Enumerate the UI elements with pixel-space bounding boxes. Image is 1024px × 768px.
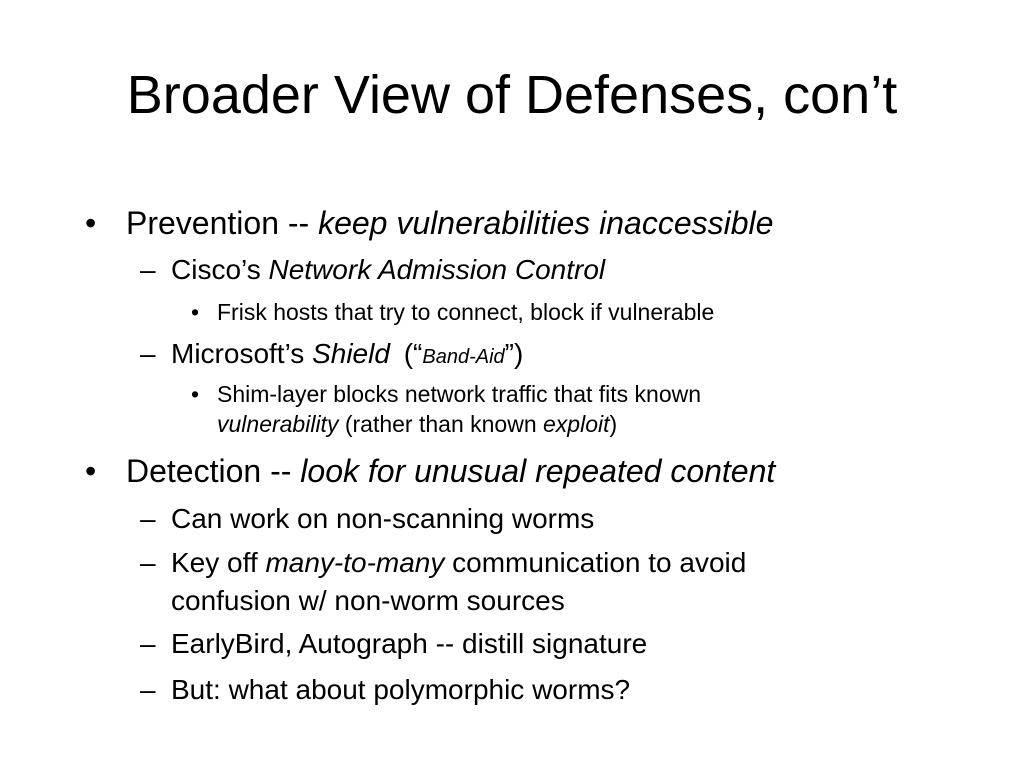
key-off-emphasis: many-to-many [265, 547, 445, 578]
detail-vulnerability: vulnerability [217, 411, 339, 437]
bullet-detection [126, 453, 775, 490]
microsoft-emphasis: Shield [312, 338, 390, 369]
detection-emphasis: look for unusual repeated content [300, 453, 776, 489]
band-aid-open: (“ [403, 338, 423, 369]
dash-marker: – [140, 338, 156, 369]
bullet-marker: • [191, 381, 200, 407]
subitem-key-off [171, 547, 746, 579]
subitem-key-off-line2: confusion w/ non-worm sources [171, 585, 565, 616]
detail-middle: (rather than known [344, 411, 537, 437]
subitem-non-scanning: Can work on non-scanning worms [171, 503, 595, 534]
microsoft-prefix: Microsoft’s [171, 338, 305, 369]
cisco-prefix: Cisco’s [171, 254, 261, 285]
detail-close: ) [609, 411, 618, 437]
detail-microsoft-line2 [217, 411, 617, 438]
cisco-emphasis: Network Admission Control [268, 254, 606, 285]
bullet-marker: • [191, 299, 200, 325]
dash-marker: – [140, 628, 156, 659]
key-off-prefix: Key off [171, 547, 258, 578]
detail-exploit: exploit [543, 411, 610, 437]
band-aid-text: Band-Aid [422, 346, 505, 368]
subitem-cisco [171, 254, 605, 286]
slide-title: Broader View of Defenses, con’t [126, 65, 898, 125]
dash-marker: – [140, 547, 156, 578]
prevention-label: Prevention -- [126, 205, 310, 241]
bullet-prevention [126, 205, 773, 242]
subitem-earlybird: EarlyBird, Autograph -- distill signature [171, 628, 648, 659]
detail-microsoft-line1: Shim-layer blocks network traffic that fits known [217, 381, 702, 407]
key-off-suffix: communication to avoid [452, 547, 747, 578]
subitem-polymorphic: But: what about polymorphic worms? [171, 674, 631, 705]
dash-marker: – [140, 674, 156, 705]
bullet-marker: • [85, 205, 97, 241]
subitem-microsoft [171, 338, 523, 370]
dash-marker: – [140, 254, 156, 285]
detail-cisco: Frisk hosts that try to connect, block if vulnerable [217, 299, 715, 325]
band-aid-close: ”) [504, 338, 524, 369]
detection-label: Detection -- [126, 453, 292, 489]
bullet-marker: • [85, 453, 97, 489]
dash-marker: – [140, 503, 156, 534]
prevention-emphasis: keep vulnerabilities inaccessible [318, 205, 774, 241]
